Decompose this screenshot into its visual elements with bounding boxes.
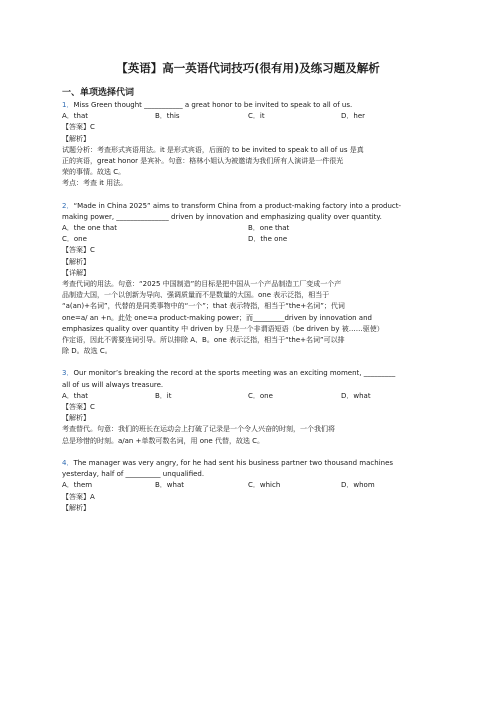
question-stem-cont: all of us will always treasure. xyxy=(62,380,164,389)
explanation-line: emphasizes quality over quantity 中 driven by 只是一个非谓语短语（be driven by 被……驱使） xyxy=(62,324,384,333)
option-d: D．the one xyxy=(248,235,288,244)
option-d: D．what xyxy=(341,391,371,400)
question-stem-cont: yesterday, half of __________ unqualified. xyxy=(62,470,205,479)
option-d: D．her xyxy=(341,112,366,121)
option-b: B．it xyxy=(155,391,172,400)
section-heading: 一、单项选择代词 xyxy=(62,88,135,98)
explanation-line: 荣的事情。故选 C。 xyxy=(62,168,126,177)
option-c: C．one xyxy=(248,391,273,400)
option-a: A．the one that xyxy=(62,224,117,233)
question-stem: 2．“Made in China 2025” aims to transform China from a product-making factory into a product- xyxy=(62,201,401,210)
option-b: B．what xyxy=(155,481,184,490)
question-stem: 4．The manager was very angry, for he had sent his business partner two thousand machines xyxy=(62,458,394,467)
spacer xyxy=(62,357,434,368)
explanation-line: 试题分析：考查形式宾语用法。it 是形式宾语，后面的 to be invited to speak to all of us 是真 xyxy=(62,145,364,154)
explanation-line: 正的宾语，great honor 是宾补。句意：格林小姐认为被邀请为我们所有人演讲是一件很光 xyxy=(62,157,344,166)
question-4 xyxy=(62,458,434,514)
option-a: A．that xyxy=(62,391,89,400)
explanation-line: 考查代词的用法。句意：“2025 中国制造”的目标是把中国从一个产品制造工厂变成一个产 xyxy=(62,280,342,289)
explanation-line: 除 D。故选 C。 xyxy=(62,347,112,356)
option-c: C．which xyxy=(248,481,281,490)
option-a: A．that xyxy=(62,112,89,121)
option-c: C．one xyxy=(62,235,87,244)
spacer xyxy=(62,190,434,201)
analysis-label: 【解析】 xyxy=(62,134,90,143)
question-2 xyxy=(62,201,434,358)
explanation-line: 考点：考查 it 用法。 xyxy=(62,179,128,188)
question-number: 4． xyxy=(62,458,74,467)
option-a: A．them xyxy=(62,481,93,490)
question-1 xyxy=(62,100,434,190)
answer-label: 【答案】C xyxy=(62,246,95,255)
question-stem-cont: making power, _______________ driven by innovation and emphasizing quality over quantity. xyxy=(62,212,382,221)
explanation-line: “a(an)+名词”，代替的是同类事物中的“一个”；that 表示特指，相当于“the+名词”；代词 xyxy=(62,302,345,311)
question-number: 1． xyxy=(62,101,74,109)
option-b: B．one that xyxy=(248,224,290,233)
explanation-line: 品制造大国，一个以创新为导向、强调质量而不是数量的大国。one 表示泛指，相当于 xyxy=(62,291,330,300)
answer-label: 【答案】A xyxy=(62,492,95,501)
question-number: 3． xyxy=(62,369,74,378)
explanation-line: 作定语，因此不需要连词引导。所以排除 A、B。one 表示泛指，相当于“the+名词”可以排 xyxy=(62,336,345,345)
analysis-label: 【解析】 xyxy=(62,503,90,512)
page-title: 【英语】高一英语代词技巧(很有用)及练习题及解析 xyxy=(116,61,380,75)
options-row xyxy=(62,111,434,122)
analysis-label: 【解析】 xyxy=(62,257,90,266)
document-body xyxy=(62,100,434,514)
options-row xyxy=(62,391,434,402)
question-3 xyxy=(62,368,434,446)
detail-label: 【详解】 xyxy=(62,268,90,277)
answer-label: 【答案】C xyxy=(62,123,95,132)
options-row xyxy=(62,234,434,245)
answer-label: 【答案】C xyxy=(62,403,95,412)
explanation-line: 考查替代。句意：我们的班长在运动会上打破了记录是一个令人兴奋的时刻，一个我们将 xyxy=(62,425,335,434)
explanation-line: one=a/ an +n。此处 one=a product-making power；而_________driven by innovation and xyxy=(62,313,372,322)
option-b: B．this xyxy=(155,112,180,121)
explanation-line: 总是珍惜的时刻。a/an +单数可数名词，用 one 代替，故选 C。 xyxy=(62,436,265,445)
option-d: D．whom xyxy=(341,481,375,490)
option-c: C．it xyxy=(248,112,265,121)
question-number: 2． xyxy=(62,201,74,210)
options-row xyxy=(62,223,434,234)
question-stem: 3．Our monitor’s breaking the record at the sports meeting was an exciting moment, _________ xyxy=(62,369,396,378)
question-stem: 1．Miss Green thought ___________ a great honor to be invited to speak to all of us. xyxy=(62,101,353,109)
options-row xyxy=(62,480,434,491)
analysis-label: 【解析】 xyxy=(62,414,90,423)
spacer xyxy=(62,447,434,458)
